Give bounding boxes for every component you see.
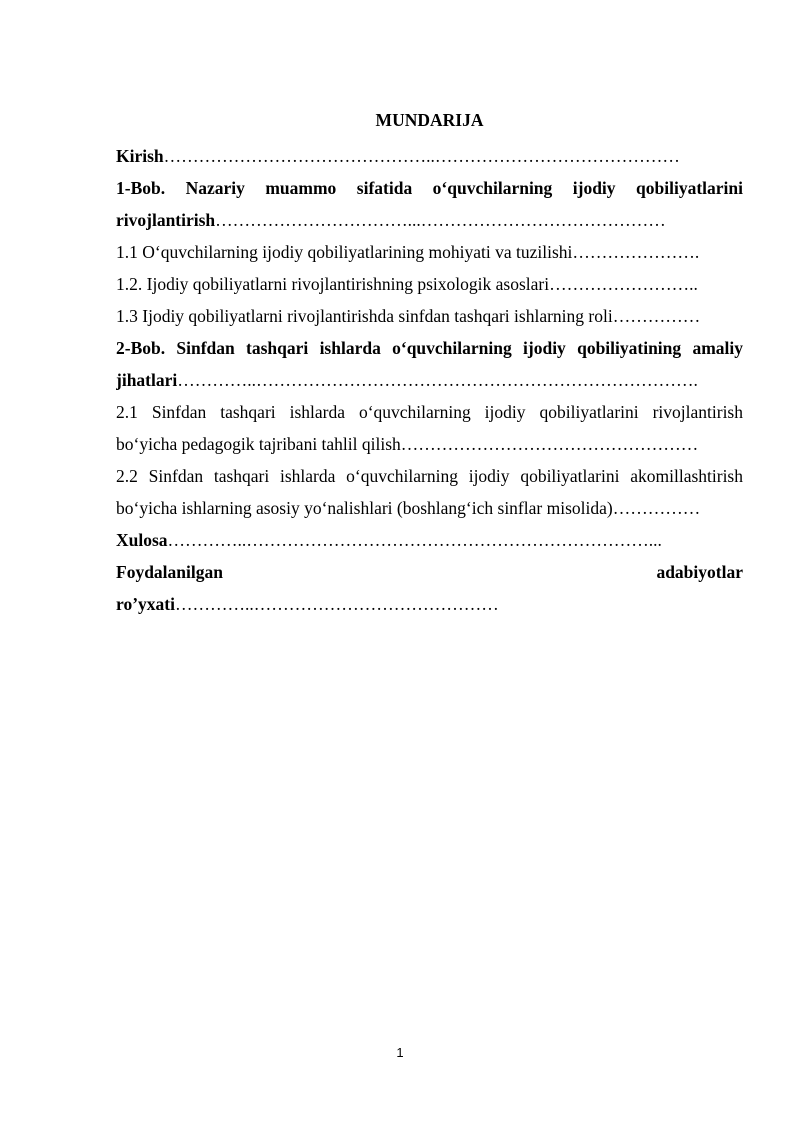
toc-entry-2-1-line1: 2.1 Sinfdan tashqari ishlarda o‘quvchilarning ijodiy qobiliyatlarini rivojlantirish [116, 402, 743, 422]
toc-leader-dots: …………..……………………………………………………………... [167, 530, 662, 550]
toc-leader-dots: ……………………………...…………………………………… [215, 210, 666, 230]
toc-entry-kirish [116, 140, 743, 172]
toc-entry-bob2-line1: 2-Bob. Sinfdan tashqari ishlarda o‘quvchilarning ijodiy qobiliyatining amaliy [116, 338, 743, 358]
toc-entry-2-2-line2: bo‘yicha ishlarning asosiy yo‘nalishlari (boshlang‘ich sinflar misolida)…………… [116, 498, 701, 518]
toc-entry-2-1-line2: bo‘yicha pedagogik tajribani tahlil qilish…………………………………………… [116, 434, 699, 454]
page-number: 1 [396, 1045, 404, 1060]
toc-entry-foydalanilgan-line1 [116, 556, 743, 588]
toc-word: Foydalanilgan [116, 562, 223, 582]
toc-entry-2-2-line1: 2.2 Sinfdan tashqari ishlarda o‘quvchilarning ijodiy qobiliyatlarini akomillashtirish [116, 466, 743, 486]
toc-entry-1-3: 1.3 Ijodiy qobiliyatlarni rivojlantirishda sinfdan tashqari ishlarning roli…………… [116, 306, 701, 326]
toc-entry-xulosa [116, 524, 743, 556]
toc-entry-foydalanilgan-line2 [116, 588, 743, 620]
toc-leader-dots: …………..…………………………………………………………………. [177, 370, 698, 390]
toc-entry-label: jihatlari [116, 370, 178, 390]
toc-entry-1-1: 1.1 O‘quvchilarning ijodiy qobiliyatlarining mohiyati va tuzilishi…………………. [116, 242, 700, 262]
toc-entry-bob1-line1: 1-Bob. Nazariy muammo sifatida o‘quvchilarning ijodiy qobiliyatlarini [116, 178, 743, 198]
toc-entry-bob2-line2 [116, 364, 743, 396]
toc-leader-dots: ………………………………………..…………………………………… [163, 146, 680, 166]
toc-entry-label: Kirish [116, 146, 164, 166]
table-of-contents [116, 140, 743, 620]
toc-entry-label: Xulosa [116, 530, 168, 550]
toc-leader-dots: …………..…………………………………… [174, 594, 499, 614]
toc-entry-1-2: 1.2. Ijodiy qobiliyatlarni rivojlantirishning psixologik asoslari…………………….. [116, 274, 698, 294]
toc-entry-bob1-line2 [116, 204, 743, 236]
toc-entry-label: ro’yxati [116, 594, 175, 614]
toc-word: adabiyotlar [656, 562, 743, 582]
page-title: MUNDARIJA [375, 110, 484, 130]
toc-entry-label: rivojlantirish [116, 210, 216, 230]
